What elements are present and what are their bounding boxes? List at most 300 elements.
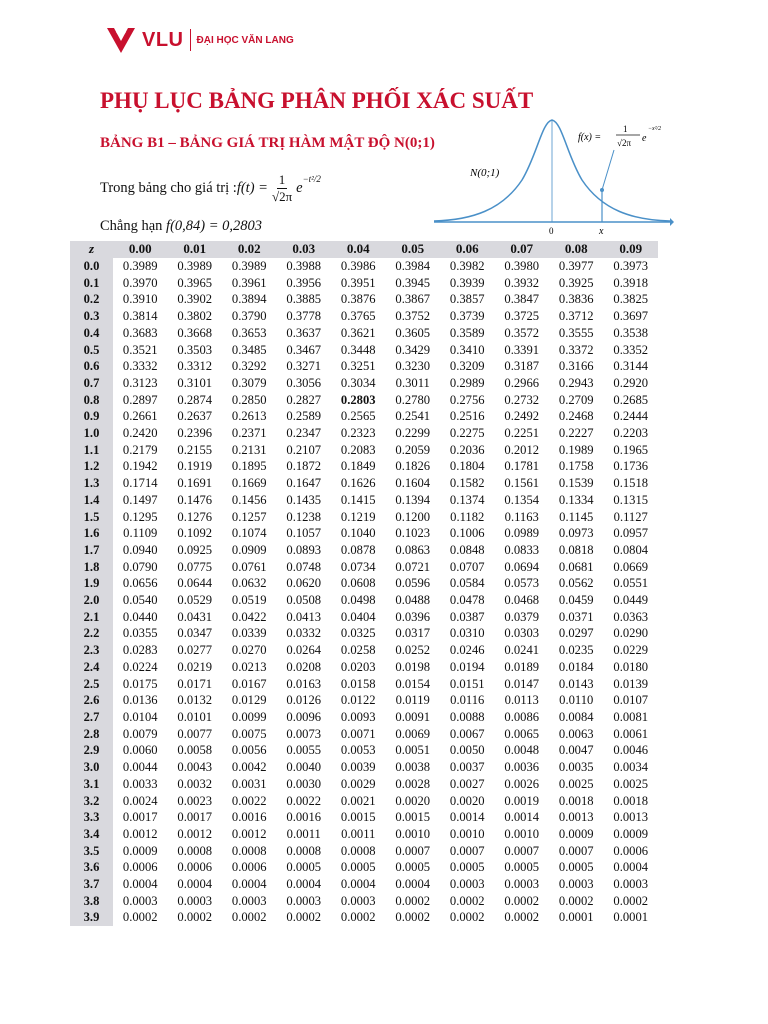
table-cell: 0.0989	[504, 526, 540, 541]
table-row	[70, 625, 658, 642]
table-cell: 0.2827	[286, 392, 322, 407]
row-z-value: 2.4	[70, 659, 113, 676]
table-row	[70, 793, 658, 810]
table-cell: 0.0790	[122, 559, 158, 574]
table-cell: 0.3847	[504, 292, 540, 307]
row-z-value: 1.7	[70, 542, 113, 559]
table-cell: 0.1965	[613, 442, 649, 457]
table-row	[70, 408, 658, 425]
table-cell: 0.2371	[231, 426, 267, 441]
table-cell: 0.0008	[231, 843, 267, 858]
table-cell: 0.2227	[558, 426, 594, 441]
table-row	[70, 375, 658, 392]
row-z-value: 3.4	[70, 826, 113, 843]
row-z-value: 2.6	[70, 692, 113, 709]
table-cell: 0.0002	[177, 910, 213, 925]
table-cell: 0.0734	[340, 559, 376, 574]
table-cell: 0.2966	[504, 375, 540, 390]
table-cell: 0.0038	[395, 760, 431, 775]
table-cell: 0.0077	[177, 726, 213, 741]
example-formula: f(0,84) = 0,2803	[166, 218, 263, 234]
table-cell: 0.3372	[558, 342, 594, 357]
table-cell: 0.1295	[122, 509, 158, 524]
table-cell: 0.0167	[231, 676, 267, 691]
table-cell: 0.0053	[340, 743, 376, 758]
table-row	[70, 458, 658, 475]
table-cell: 0.3572	[504, 325, 540, 340]
table-cell: 0.2685	[613, 392, 649, 407]
table-row	[70, 759, 658, 776]
axis-arrow-icon	[670, 218, 674, 226]
table-cell: 0.3637	[286, 325, 322, 340]
table-cell: 0.1497	[122, 492, 158, 507]
table-cell: 0.1354	[504, 492, 540, 507]
table-cell: 0.2492	[504, 409, 540, 424]
table-cell: 0.2251	[504, 426, 540, 441]
formula-exponent: −t²/2	[302, 173, 321, 184]
table-cell: 0.0023	[177, 793, 213, 808]
table-cell: 0.2989	[449, 375, 485, 390]
table-cell: 0.0013	[558, 810, 594, 825]
table-row	[70, 509, 658, 526]
table-cell: 0.3079	[231, 375, 267, 390]
table-cell: 0.2756	[449, 392, 485, 407]
table-cell: 0.0002	[613, 893, 649, 908]
table-cell: 0.0620	[286, 576, 322, 591]
table-cell: 0.0431	[177, 609, 213, 624]
table-cell: 0.3503	[177, 342, 213, 357]
table-row	[70, 726, 658, 743]
table-cell: 0.0065	[504, 726, 540, 741]
table-row	[70, 258, 658, 275]
row-z-value: 1.0	[70, 425, 113, 442]
table-cell: 0.0011	[341, 826, 376, 841]
table-cell: 0.3683	[122, 325, 158, 340]
table-cell: 0.3857	[449, 292, 485, 307]
table-cell: 0.0110	[559, 693, 594, 708]
table-cell: 0.2396	[177, 426, 213, 441]
table-cell: 0.1109	[123, 526, 158, 541]
table-cell: 0.0107	[613, 693, 649, 708]
row-z-value: 2.8	[70, 726, 113, 743]
column-header: 0.09	[604, 241, 659, 258]
table-row	[70, 742, 658, 759]
table-row	[70, 308, 658, 325]
table-cell: 0.1476	[177, 492, 213, 507]
curve-label: N(0;1)	[470, 167, 500, 179]
table-cell: 0.0004	[231, 877, 267, 892]
table-cell: 0.0310	[449, 626, 485, 641]
table-cell: 0.0013	[613, 810, 649, 825]
table-row	[70, 692, 658, 709]
table-cell: 0.0004	[286, 877, 322, 892]
table-cell: 0.0001	[558, 910, 594, 925]
table-cell: 0.0003	[558, 877, 594, 892]
figure-formula-lhs: f(x) =	[578, 132, 602, 143]
table-cell: 0.0010	[395, 826, 431, 841]
table-cell: 0.0317	[395, 626, 431, 641]
table-cell: 0.0002	[558, 893, 594, 908]
table-cell: 0.3977	[558, 259, 594, 273]
table-cell: 0.0005	[449, 860, 485, 875]
density-table	[70, 241, 658, 926]
figure-formula-den: √2π	[617, 138, 631, 148]
table-cell: 0.3739	[449, 309, 485, 324]
table-cell: 0.3965	[177, 275, 213, 290]
table-subtitle: BẢNG B1 – BẢNG GIÁ TRỊ HÀM MẬT ĐỘ N(0;1)	[100, 135, 435, 151]
table-cell: 0.0171	[177, 676, 213, 691]
table-cell: 0.0002	[340, 910, 376, 925]
table-cell: 0.0035	[558, 760, 594, 775]
table-cell: 0.2012	[504, 442, 540, 457]
table-cell: 0.0241	[504, 643, 540, 658]
table-cell: 0.0012	[231, 826, 267, 841]
table-cell: 0.3697	[613, 309, 649, 324]
table-cell: 0.0246	[449, 643, 485, 658]
column-header: 0.07	[495, 241, 550, 258]
table-cell: 0.2897	[122, 392, 158, 407]
table-cell: 0.0277	[177, 643, 213, 658]
row-z-value: 3.5	[70, 843, 113, 860]
table-cell: 0.0198	[395, 659, 431, 674]
table-cell: 0.0048	[504, 743, 540, 758]
table-cell: 0.0016	[231, 810, 267, 825]
table-row	[70, 776, 658, 793]
table-cell: 0.0024	[122, 793, 158, 808]
table-cell: 0.3485	[231, 342, 267, 357]
table-cell: 0.0067	[449, 726, 485, 741]
table-cell: 0.1736	[613, 459, 649, 474]
table-cell: 0.0047	[558, 743, 594, 758]
table-body	[70, 258, 658, 926]
table-cell: 0.3621	[340, 325, 376, 340]
table-cell: 0.0010	[449, 826, 485, 841]
table-cell: 0.0529	[177, 593, 213, 608]
table-cell: 0.2036	[449, 442, 485, 457]
row-z-value: 2.3	[70, 642, 113, 659]
row-z-value: 3.7	[70, 876, 113, 893]
table-cell: 0.1219	[340, 509, 376, 524]
formula-lhs: f(t) =	[236, 180, 268, 196]
table-cell: 0.0122	[340, 693, 376, 708]
table-cell: 0.0925	[177, 542, 213, 557]
table-cell: 0.0042	[231, 760, 267, 775]
table-cell: 0.0264	[286, 643, 322, 658]
table-cell: 0.2155	[177, 442, 213, 457]
table-cell: 0.0020	[449, 793, 485, 808]
row-z-value: 0.9	[70, 408, 113, 425]
table-cell: 0.0055	[286, 743, 322, 758]
table-cell: 0.0006	[122, 860, 158, 875]
table-cell: 0.0180	[613, 659, 649, 674]
table-cell: 0.2203	[613, 426, 649, 441]
table-cell: 0.0027	[449, 776, 485, 791]
university-logo	[104, 22, 294, 58]
table-cell: 0.0002	[231, 910, 267, 925]
table-cell: 0.3945	[395, 275, 431, 290]
table-cell: 0.3984	[395, 259, 431, 273]
table-cell: 0.0833	[504, 542, 540, 557]
table-cell: 0.3802	[177, 309, 213, 324]
row-z-value: 1.6	[70, 525, 113, 542]
table-row	[70, 909, 658, 926]
table-cell: 0.0488	[395, 593, 431, 608]
table-cell: 0.0022	[231, 793, 267, 808]
table-cell: 0.0004	[177, 877, 213, 892]
row-z-value: 1.9	[70, 575, 113, 592]
table-cell: 0.0004	[340, 877, 376, 892]
example-line	[100, 218, 262, 235]
row-z-value: 0.4	[70, 325, 113, 342]
table-cell: 0.0016	[286, 810, 322, 825]
table-cell: 0.0006	[177, 860, 213, 875]
table-cell: 0.2565	[340, 409, 376, 424]
column-header: 0.01	[168, 241, 223, 258]
table-cell: 0.3410	[449, 342, 485, 357]
table-row	[70, 826, 658, 843]
table-cell: 0.3902	[177, 292, 213, 307]
table-cell: 0.1804	[449, 459, 485, 474]
table-cell: 0.3925	[558, 275, 594, 290]
table-cell: 0.0208	[286, 659, 322, 674]
table-cell: 0.0084	[558, 709, 594, 724]
table-cell: 0.3956	[286, 275, 322, 290]
table-cell: 0.0056	[231, 743, 267, 758]
table-cell: 0.0004	[395, 877, 431, 892]
table-cell: 0.1849	[340, 459, 376, 474]
table-cell: 0.0203	[340, 659, 376, 674]
table-cell: 0.0005	[286, 860, 322, 875]
table-row	[70, 642, 658, 659]
table-cell: 0.1989	[558, 442, 594, 457]
table-cell: 0.0028	[395, 776, 431, 791]
table-cell: 0.0151	[449, 676, 485, 691]
table-cell: 0.1582	[449, 476, 485, 491]
table-cell: 0.2347	[286, 426, 322, 441]
table-cell: 0.1127	[613, 509, 648, 524]
table-row	[70, 492, 658, 509]
table-cell: 0.1145	[559, 509, 594, 524]
vlu-emblem-icon	[104, 23, 138, 57]
row-z-value: 0.1	[70, 275, 113, 292]
row-z-value: 1.2	[70, 458, 113, 475]
formula-numerator: 1	[278, 172, 286, 187]
table-row	[70, 475, 658, 492]
table-cell: 0.0290	[613, 626, 649, 641]
table-cell: 0.3970	[122, 275, 158, 290]
table-cell: 0.0030	[286, 776, 322, 791]
table-cell: 0.3668	[177, 325, 213, 340]
table-cell: 0.0761	[231, 559, 267, 574]
example-text: Chẳng hạn	[100, 218, 163, 234]
table-cell: 0.3230	[395, 359, 431, 374]
table-cell: 0.0632	[231, 576, 267, 591]
table-cell: 0.0339	[231, 626, 267, 641]
figure-formula-num: 1	[623, 124, 628, 134]
row-z-value: 0.6	[70, 358, 113, 375]
header-row	[70, 241, 658, 258]
table-cell: 0.0804	[613, 542, 649, 557]
column-header: 0.06	[440, 241, 495, 258]
table-cell: 0.3725	[504, 309, 540, 324]
table-cell: 0.0573	[504, 576, 540, 591]
table-cell: 0.2850	[231, 392, 267, 407]
table-cell: 0.3429	[395, 342, 431, 357]
table-cell: 0.0029	[340, 776, 376, 791]
table-cell: 0.1714	[122, 476, 158, 491]
table-cell: 0.0001	[613, 910, 649, 925]
table-cell: 0.0039	[340, 760, 376, 775]
table-cell: 0.3876	[340, 292, 376, 307]
table-cell: 0.0069	[395, 726, 431, 741]
table-cell: 0.3939	[449, 275, 485, 290]
table-cell: 0.0005	[558, 860, 594, 875]
table-cell: 0.0957	[613, 526, 649, 541]
table-cell: 0.3123	[122, 375, 158, 390]
table-cell: 0.2589	[286, 409, 322, 424]
table-cell: 0.0158	[340, 676, 376, 691]
row-z-value: 3.0	[70, 759, 113, 776]
table-cell: 0.2468	[558, 409, 594, 424]
table-cell: 0.0003	[286, 893, 322, 908]
row-z-value: 0.2	[70, 291, 113, 308]
table-cell: 0.0051	[395, 743, 431, 758]
table-cell: 0.0371	[558, 609, 594, 624]
formula-fraction	[270, 172, 294, 205]
column-header: 0.08	[549, 241, 604, 258]
table-cell: 0.0459	[558, 593, 594, 608]
row-z-value: 1.8	[70, 559, 113, 576]
table-cell: 0.0596	[395, 576, 431, 591]
table-cell: 0.3980	[504, 259, 540, 273]
table-cell: 0.1942	[122, 459, 158, 474]
table-cell: 0.0019	[504, 793, 540, 808]
table-cell: 0.0003	[231, 893, 267, 908]
table-cell: 0.1919	[177, 459, 213, 474]
table-cell: 0.2275	[449, 426, 485, 441]
table-cell: 0.0025	[613, 776, 649, 791]
table-cell: 0.0079	[122, 726, 158, 741]
row-z-value: 3.8	[70, 893, 113, 910]
table-cell: 0.0012	[122, 826, 158, 841]
table-cell: 0.3712	[558, 309, 594, 324]
table-cell: 0.3187	[504, 359, 540, 374]
table-cell: 0.2709	[558, 392, 594, 407]
table-row	[70, 659, 658, 676]
row-z-value: 2.2	[70, 625, 113, 642]
table-row	[70, 876, 658, 893]
table-cell: 0.2613	[231, 409, 267, 424]
table-cell: 0.1163	[504, 509, 539, 524]
table-cell: 0.0973	[558, 526, 594, 541]
table-cell: 0.0519	[231, 593, 267, 608]
table-cell: 0.0006	[231, 860, 267, 875]
table-cell: 0.0694	[504, 559, 540, 574]
table-cell: 0.0721	[395, 559, 431, 574]
table-cell: 0.0063	[558, 726, 594, 741]
row-z-value: 3.2	[70, 793, 113, 810]
table-cell: 0.0003	[177, 893, 213, 908]
table-cell: 0.0014	[449, 810, 485, 825]
curve-point	[600, 188, 604, 192]
row-z-value: 2.9	[70, 742, 113, 759]
table-cell: 0.3894	[231, 292, 267, 307]
table-cell: 0.0656	[122, 576, 158, 591]
table-cell: 0.0163	[286, 676, 322, 691]
table-cell: 0.0101	[177, 709, 213, 724]
table-cell: 0.2299	[395, 426, 431, 441]
table-cell: 0.3448	[340, 342, 376, 357]
table-cell: 0.1334	[558, 492, 594, 507]
table-cell: 0.1518	[613, 476, 649, 491]
table-cell: 0.1257	[231, 509, 267, 524]
table-cell: 0.0258	[340, 643, 376, 658]
table-cell: 0.3166	[558, 359, 594, 374]
row-z-value: 3.9	[70, 909, 113, 926]
table-cell: 0.0061	[613, 726, 649, 741]
table-cell: 0.3589	[449, 325, 485, 340]
table-cell: 0.0002	[395, 893, 431, 908]
table-cell: 0.0379	[504, 609, 540, 624]
table-cell: 0.1182	[450, 509, 485, 524]
table-cell: 0.0136	[122, 693, 158, 708]
row-z-value: 3.3	[70, 809, 113, 826]
table-cell: 0.1276	[177, 509, 213, 524]
table-cell: 0.0440	[122, 609, 158, 624]
table-cell: 0.0015	[340, 810, 376, 825]
table-cell: 0.0031	[231, 776, 267, 791]
table-row	[70, 542, 658, 559]
table-cell: 0.0119	[395, 693, 430, 708]
table-cell: 0.0015	[395, 810, 431, 825]
table-cell: 0.0005	[395, 860, 431, 875]
table-cell: 0.3555	[558, 325, 594, 340]
table-cell: 0.3765	[340, 309, 376, 324]
table-row	[70, 291, 658, 308]
table-cell: 0.0878	[340, 542, 376, 557]
table-cell: 0.3836	[558, 292, 594, 307]
column-header: 0.00	[113, 241, 168, 258]
table-cell: 0.0413	[286, 609, 322, 624]
table-cell: 0.0478	[449, 593, 485, 608]
table-row	[70, 425, 658, 442]
table-cell: 0.0940	[122, 542, 158, 557]
table-cell: 0.0007	[504, 843, 540, 858]
table-cell: 0.0863	[395, 542, 431, 557]
table-cell: 0.0026	[504, 776, 540, 791]
table-description	[100, 172, 321, 205]
table-cell: 0.0347	[177, 626, 213, 641]
table-cell: 0.2444	[613, 409, 649, 424]
table-cell: 0.0396	[395, 609, 431, 624]
table-cell: 0.1872	[286, 459, 322, 474]
table-cell: 0.3332	[122, 359, 158, 374]
table-cell: 0.0194	[449, 659, 485, 674]
table-cell: 0.0363	[613, 609, 649, 624]
table-cell: 0.0007	[558, 843, 594, 858]
table-cell: 0.0086	[504, 709, 540, 724]
row-z-value: 2.0	[70, 592, 113, 609]
page-title: PHỤ LỤC BẢNG PHÂN PHỐI XÁC SUẤT	[100, 88, 534, 113]
table-cell: 0.3988	[286, 259, 322, 273]
table-row	[70, 609, 658, 626]
row-z-value: 1.5	[70, 509, 113, 526]
formula-pointer	[602, 150, 614, 190]
table-cell: 0.1539	[558, 476, 594, 491]
table-cell: 0.0669	[613, 559, 649, 574]
table-cell: 0.0848	[449, 542, 485, 557]
university-name: ĐẠI HỌC VĂN LANG	[196, 34, 294, 46]
